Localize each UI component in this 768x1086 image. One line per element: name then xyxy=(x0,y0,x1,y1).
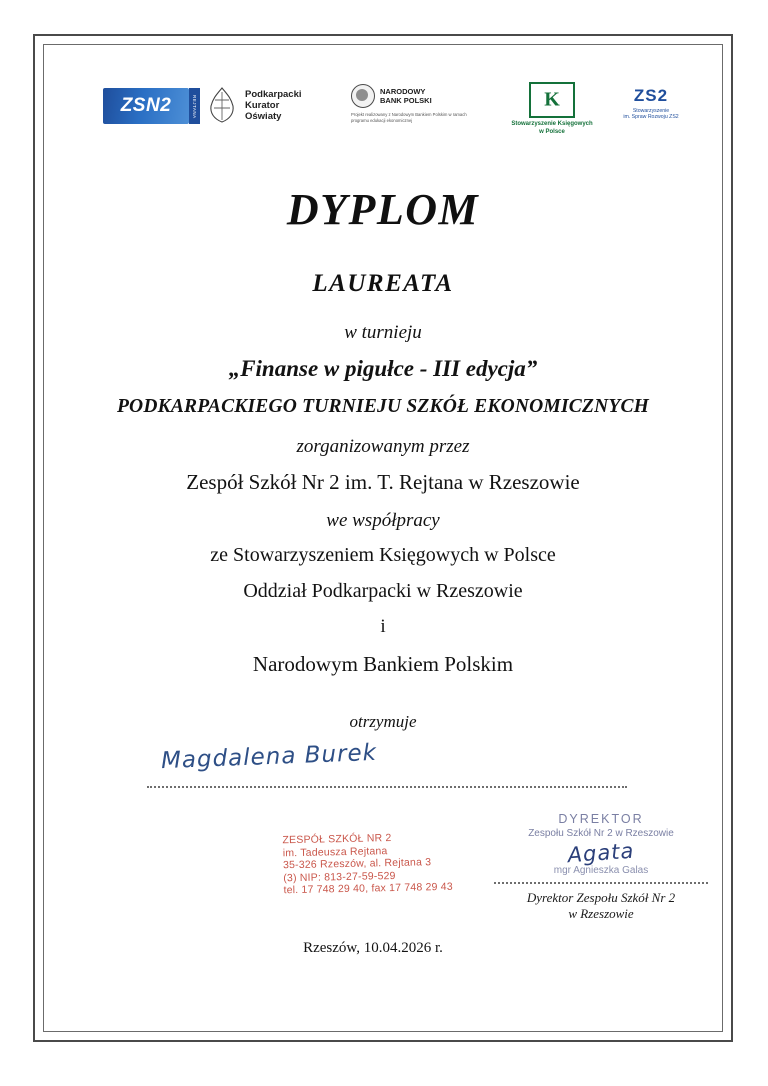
recipient-name-row xyxy=(147,739,627,798)
skwp-line-2: w Polsce xyxy=(539,128,565,135)
certificate-subtitle: LAUREATA xyxy=(312,270,454,297)
signature-role-line-2: Zespołu Szkół Nr 2 w Rzeszowie xyxy=(528,828,674,839)
zs2-logo-mark: ZS2 xyxy=(633,86,669,105)
nbp-program-note: Projekt realizowany z Narodowym Bankiem Polskim w ramach programu edukacji ekonomicznej xyxy=(351,112,467,123)
place-and-date: Rzeszów, 10.04.2026 r. xyxy=(303,940,443,956)
zsn2-logo xyxy=(103,88,197,124)
kurator-line-2: Kurator xyxy=(245,99,280,111)
recipient-name-rule xyxy=(147,786,627,788)
partner-one-line: ze Stowarzyszeniem Księgowych w Polsce xyxy=(210,544,556,566)
signature-handwritten: Agata xyxy=(566,838,636,868)
signature-role-line-1: DYREKTOR xyxy=(558,812,644,826)
certificate-title: DYPLOM xyxy=(286,185,480,234)
kurator-line-1: Podkarpacki xyxy=(245,88,302,100)
tournament-name-line: „Finanse w pigułce - III edycja” xyxy=(228,356,538,381)
signature-name-printed: mgr Agnieszka Galas xyxy=(553,865,649,876)
kurator-logo-text xyxy=(245,89,302,122)
kurator-emblem-icon xyxy=(205,86,239,124)
zs2-line-2: im. Spraw Rozwoju ZS2 xyxy=(623,114,679,121)
organizer-line: Zespół Szkół Nr 2 im. T. Rejtana w Rzeszowie xyxy=(186,470,580,494)
awarded-to-label: otrzymuje xyxy=(349,712,417,731)
narodowy-bank-polski-logo xyxy=(351,84,471,123)
stamp-line-3: 35-326 Rzeszów, al. Rejtana 3 xyxy=(282,856,432,872)
stamp-line-2: im. Tadeusza Rejtana xyxy=(282,844,388,859)
logo-row xyxy=(43,80,723,150)
kurator-line-3: Oświaty xyxy=(245,110,282,122)
recipient-name-handwritten: Magdalena Burek xyxy=(160,739,378,775)
nbp-eagle-seal-icon xyxy=(351,84,375,108)
partner-two-line: Narodowym Bankiem Polskim xyxy=(252,652,514,676)
skwp-logo-mark xyxy=(529,82,575,118)
nbp-logo-header xyxy=(351,84,471,108)
nbp-line-2: BANK POLSKI xyxy=(380,96,432,105)
signature-caption xyxy=(483,890,719,922)
organized-by-line: zorganizowanym przez xyxy=(296,436,470,457)
signature-caption-line-2: w Rzeszowie xyxy=(568,906,634,921)
zs2-logo-text xyxy=(611,108,691,121)
stamp-line-4: (3) NIP: 813-27-59-529 xyxy=(283,869,396,884)
tournament-full-name-line: PODKARPACKIEGO TURNIEJU SZKÓŁ EKONOMICZNYCH xyxy=(116,396,650,417)
cooperation-line: we współpracy xyxy=(326,510,440,531)
conjunction-line: i xyxy=(380,616,386,637)
stamp-line-5: tel. 17 748 29 40, fax 17 748 29 43 xyxy=(283,880,453,897)
school-stamp xyxy=(282,830,503,897)
podkarpacki-kurator-oswiaty-logo xyxy=(205,86,302,124)
stamp-line-1: ZESPÓŁ SZKÓŁ NR 2 xyxy=(282,832,392,847)
zsn2-logo-text: ZSN2 xyxy=(120,95,172,116)
stowarzyszenie-ksiegowych-w-polsce-logo xyxy=(509,82,595,136)
zs2-logo xyxy=(611,86,691,121)
signature-block xyxy=(483,812,719,922)
zs2-line-1: Stowarzyszenie xyxy=(632,108,670,114)
tournament-prefix-line: w turnieju xyxy=(344,322,422,343)
partner-one-branch-line: Oddział Podkarpacki w Rzeszowie xyxy=(243,580,523,602)
nbp-logo-text xyxy=(380,87,432,105)
signature-rule xyxy=(494,882,708,884)
skwp-logo-text xyxy=(509,121,595,136)
zsn2-logo-side-text: REJTANA xyxy=(189,88,200,124)
certificate-content xyxy=(43,44,723,1032)
skwp-line-1: Stowarzyszenie Księgowych xyxy=(511,121,593,127)
nbp-line-1: NARODOWY xyxy=(380,87,426,96)
signature-caption-line-1: Dyrektor Zespołu Szkół Nr 2 xyxy=(526,890,676,905)
zsn2-logo-mark xyxy=(103,88,197,124)
